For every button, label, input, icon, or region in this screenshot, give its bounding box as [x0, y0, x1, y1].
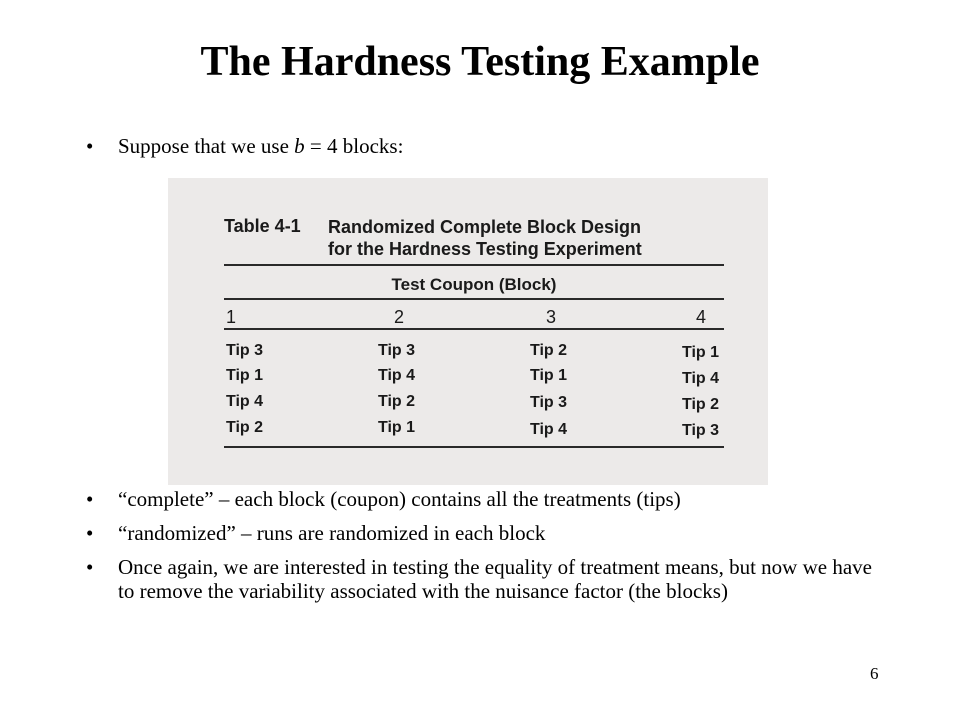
- bullet-variable: b: [294, 134, 305, 158]
- bullet-text: “complete” – each block (coupon) contains all the treatments (tips): [118, 487, 681, 511]
- table-cell: Tip 1: [682, 344, 720, 361]
- table-cell: Tip 3: [682, 422, 720, 439]
- bullet-icon: •: [86, 555, 94, 579]
- bullet-text-suffix: = 4 blocks:: [304, 134, 404, 158]
- bullet-icon: •: [86, 487, 94, 511]
- table-cell: Tip 4: [530, 421, 568, 438]
- table-cell: Tip 2: [378, 393, 416, 410]
- table-caption: [328, 216, 642, 260]
- table-caption-line-1: Randomized Complete Block Design: [328, 217, 642, 237]
- table-caption-line-2: for the Hardness Testing Experiment: [328, 239, 642, 259]
- column-header-1: 1: [226, 307, 237, 327]
- table-scan-image: [168, 178, 768, 485]
- column-header-4: 4: [696, 307, 707, 327]
- table-cell: Tip 1: [226, 367, 264, 384]
- table-rule: [224, 328, 724, 330]
- bullet-item: [86, 521, 886, 545]
- bullet-item: [86, 487, 886, 511]
- table-cell: Tip 4: [682, 370, 720, 387]
- bullet-item: [86, 134, 886, 158]
- table-cell: Tip 3: [378, 342, 416, 359]
- column-header-2: 2: [394, 307, 405, 327]
- slide-title: The Hardness Testing Example: [200, 39, 760, 85]
- table-cell: Tip 1: [378, 419, 416, 436]
- table-cell: Tip 1: [530, 367, 568, 384]
- table-cell: Tip 3: [226, 342, 264, 359]
- bullet-icon: •: [86, 521, 94, 545]
- table-rule: [224, 446, 724, 448]
- table-rule: [224, 298, 724, 300]
- bullet-icon: •: [86, 134, 94, 158]
- page-number: 6: [870, 664, 879, 683]
- intro-bullet-list: [86, 134, 886, 158]
- bullet-text: Once again, we are interested in testing the equality of treatment means, but now we have to remove the variability associated with the nuisance factor (the blocks): [118, 555, 872, 603]
- column-header-3: 3: [546, 307, 557, 327]
- bullet-text: “randomized” – runs are randomized in each block: [118, 521, 546, 545]
- table-spanner-header: Test Coupon (Block): [391, 275, 557, 294]
- table-cell: Tip 4: [378, 367, 416, 384]
- table-cell: Tip 4: [226, 393, 264, 410]
- table-rule: [224, 264, 724, 266]
- bullet-text-prefix: Suppose that we use: [118, 134, 295, 158]
- bullet-item: [86, 555, 886, 603]
- bullet-list: [86, 487, 886, 613]
- table-cell: Tip 2: [682, 396, 720, 413]
- table-label: Table 4-1: [224, 216, 301, 236]
- table-cell: Tip 3: [530, 394, 568, 411]
- table-cell: Tip 2: [530, 342, 568, 359]
- table-cell: Tip 2: [226, 419, 264, 436]
